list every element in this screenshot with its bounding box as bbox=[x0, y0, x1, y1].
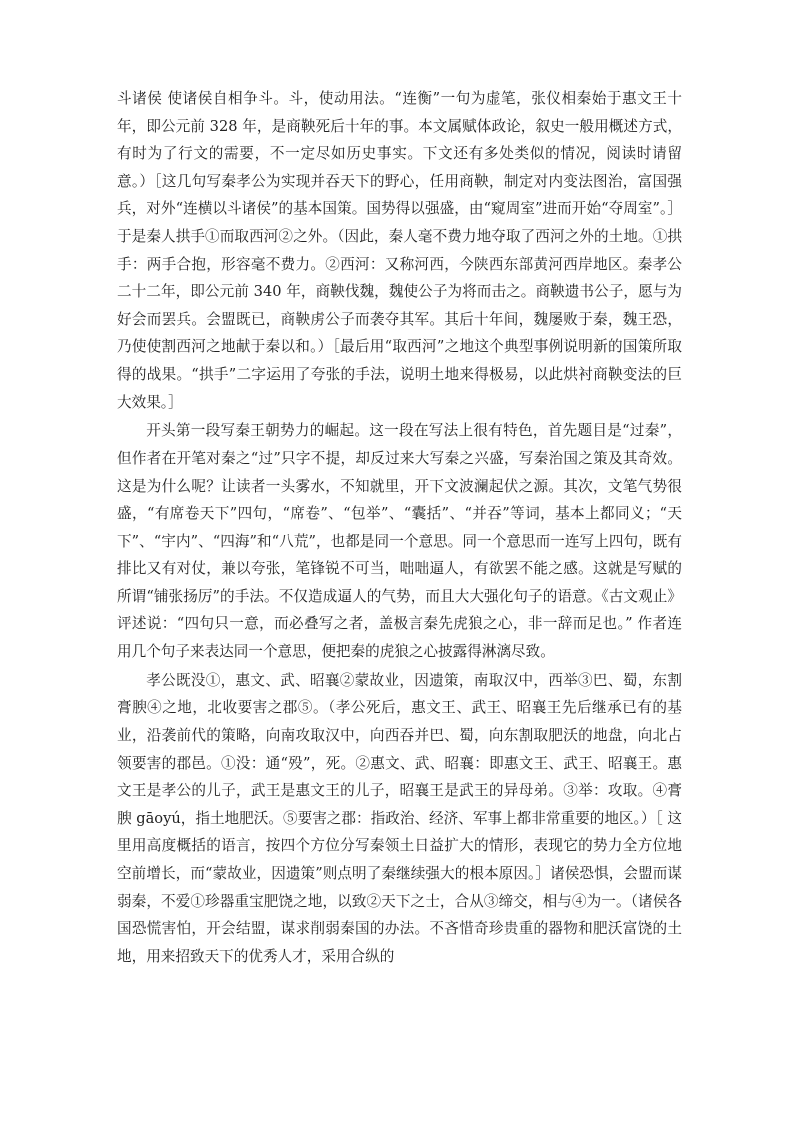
body-text bbox=[117, 85, 682, 970]
paragraph: 开头第一段写秦王朝势力的崛起。这一段在写法上很有特色，首先题目是“过秦”，但作者在开笔对秦之“过”只字不提，却反过来大写秦之兴盛，写秦治国之策及其奇效。这是为什么呢？让读者一头雾水，不知就里，开下文波澜起伏之源。其次，文笔气势很盛，“有席卷天下”四句，“席卷”、“包举”、“囊括”、“并吞”等词，基本上都同义；“天下”、“宇内”、“四海”和“八荒”，也都是同一个意思。同一个意思而一连写上四句，既有排比又有对仗，兼以夸张，笔锋锐不可当，咄咄逼人，有欲罢不能之感。这就是写赋的所谓“铺张扬厉”的手法。不仅造成逼人的气势，而且大大强化句子的语意。《古文观止》评述说：“四句只一意，而必叠写之者，盖极言秦先虎狼之心，非一辞而足也。” 作者连用几个句子来表达同一个意思，便把秦的虎狼之心披露得淋漓尽致。 bbox=[117, 422, 682, 661]
paragraph: 孝公既没①，惠文、武、昭襄②蒙故业，因遗策，南取汉中，西举③巴、蜀，东割膏腴④之地，北收要害之郡⑤。（孝公死后，惠文王、武王、昭襄王先后继承已有的基业，沿袭前代的策略，向南攻取汉中，向西吞并巴、蜀，向东割取肥沃的地盘，向北占领要害的郡邑。①没：通“殁”，死。②惠文、武、昭襄：即惠文王、武王、昭襄王。惠文王是孝公的儿子，武王是惠文王的儿子，昭襄王是武王的异母弟。③举：攻取。④膏腴 gāoyú，指土地肥沃。⑤要害之郡：指政治、经济、军事上都非常重要的地区。）［ 这里用高度概括的语言，按四个方位分写秦领土日益扩大的情形，表现它的势力全方位地空前增长，而“蒙故业，因遗策”则点明了秦继续强大的根本原因。］诸侯恐惧，会盟而谋弱秦，不爱①珍器重宝肥饶之地，以致②天下之士，合从③缔交，相与④为一。（诸侯各国恐慌害怕，开会结盟，谋求削弱秦国的办法。不吝惜奇珍贵重的器物和肥沃富饶的土地，用来招致天下的优秀人才，采用合纵的 bbox=[117, 671, 682, 965]
paragraph: 斗诸侯 使诸侯自相争斗。斗，使动用法。“连衡”一句为虚笔，张仪相秦始于惠文王十年，即公元前 328 年，是商鞅死后十年的事。本文属赋体政论，叙史一般用概述方式，有时为了行文的需要，不一定尽如历史事实。下文还有多处类似的情况，阅读时请留意。）［这几句写秦孝公为实现并吞天下的野心，任用商鞅，制定对内变法图治，富国强兵，对外“连横以斗诸侯”的基本国策。国势得以强盛，由“窥周室”进而开始“夺周室”。］于是秦人拱手①而取西河②之外。（因此，秦人毫不费力地夺取了西河之外的土地。①拱手：两手合抱，形容毫不费力。②西河：又称河西，今陕西东部黄河西岸地区。秦孝公二十二年，即公元前 340 年，商鞅伐魏，魏使公子为将而击之。商鞅遗书公子，愿与为好会而罢兵。会盟既已，商鞅虏公子而袭夺其军。其后十年间，魏屡败于秦，魏王恐，乃使使割西河之地献于秦以和。）［最后用“取西河”之地这个典型事例说明新的国策所取得的战果。“拱手”二字运用了夸张的手法，说明土地来得极易，以此烘衬商鞅变法的巨大效果。］ bbox=[117, 90, 682, 411]
